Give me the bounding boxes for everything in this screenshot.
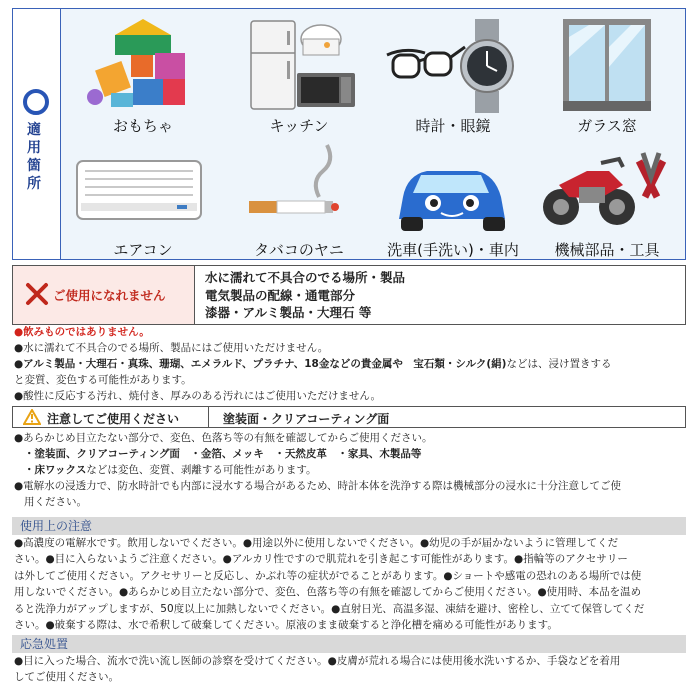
usage-item-car bbox=[375, 135, 531, 261]
usage-item-motorcycle-tools bbox=[529, 135, 685, 261]
caution-title: 注意してご使用ください bbox=[47, 412, 180, 426]
caution-surfaces: ・塗装面、クリアコーティング面 ・金箔、メッキ ・天然皮革 ・家具、木製品等 bbox=[24, 448, 422, 460]
usage-notes-heading: 使用上の注意 bbox=[12, 517, 686, 535]
usage-notes-line: ●高濃度の電解水です。飲用しないでください。●用途以外に使用しないでください。●幼児の手が届かないように管理してくだ bbox=[14, 537, 619, 549]
usage-item-watch-glasses bbox=[375, 11, 531, 137]
usage-label: タバコのヤニ bbox=[254, 241, 344, 259]
first-aid-heading: 応急処置 bbox=[12, 635, 686, 653]
x-mark-icon bbox=[25, 282, 49, 306]
air-conditioner-icon bbox=[75, 141, 211, 239]
caution-floor-wax bbox=[24, 463, 317, 478]
usage-notes-line: 用しないでください。●あらかじめ目立たない部分で、変色、色落ち等の有無を確認してからご使用ください。●使用時、本品を温め bbox=[14, 586, 642, 599]
caution-check: ●あらかじめ目立たない部分で、変色、色落ち等の有無を確認してからご使用ください。 bbox=[14, 432, 433, 444]
not-usable-title: ご使用になれません bbox=[53, 288, 166, 303]
not-usable-header bbox=[13, 266, 195, 324]
usage-label: おもちゃ bbox=[112, 117, 173, 135]
usage-item-window bbox=[529, 11, 685, 137]
usage-label: ガラス窓 bbox=[577, 117, 637, 135]
usage-notes-body bbox=[14, 535, 684, 633]
car-icon bbox=[385, 141, 521, 239]
not-usable-panel bbox=[12, 265, 686, 325]
warning-triangle-icon bbox=[23, 409, 41, 425]
caution-header bbox=[13, 407, 209, 427]
note-water-damage: ●水に濡れて不具合のでる場所、製品にはご使用いただけません。 bbox=[14, 342, 329, 354]
note-metals-rest: などは、浸け置きする bbox=[506, 358, 612, 370]
usage-notes-line: さい。●破棄する際は、水で希釈して破棄してください。原液のまま破棄すると浄化槽を痛める可能性があります。 bbox=[14, 619, 558, 632]
first-aid-line: ●目に入った場合、流水で洗い流し医師の診察を受けてください。●皮膚が荒れる場合には使用後水洗いするか、手袋などを着用 bbox=[14, 655, 621, 667]
note-not-drinkable: ●飲みものではありません。 bbox=[14, 326, 150, 338]
usage-label: 時計・眼鏡 bbox=[415, 117, 491, 135]
not-usable-item: 電気製品の配線・通電部分 bbox=[205, 287, 356, 303]
kitchen-icon bbox=[231, 17, 367, 115]
caution-watch-cont: 用ください。 bbox=[24, 496, 87, 508]
ok-circle-icon bbox=[23, 89, 49, 115]
applicable-areas-panel bbox=[12, 8, 686, 260]
caution-watch: ●電解水の浸透力で、防水時計でも内部に浸水する場合があるため、時計本体を洗浄する際は機械部分の浸水に十分注意してご使 bbox=[14, 480, 622, 492]
note-metals bbox=[14, 357, 611, 372]
not-usable-item: 水に濡れて不具合のでる場所・製品 bbox=[205, 270, 406, 285]
usage-notes-line: ると洗浄力がアップしますが、50度以上に加熱しないでください。●直射日光、高温多湿、凍結を避け、密栓し、立てて保管してくだ bbox=[14, 602, 645, 615]
usage-item-kitchen bbox=[221, 11, 377, 137]
note-metals-bold: ●アルミ製品・大理石・真珠、珊瑚、エメラルド、プラチナ、18金などの貴金属や 宝石類・シルク(絹) bbox=[14, 358, 507, 370]
usage-label: 洗車(手洗い)・車内 bbox=[387, 241, 519, 259]
usage-label: キッチン bbox=[269, 117, 329, 135]
cigarette-icon bbox=[231, 141, 367, 239]
caution-floor-wax-bold: ・床ワックス bbox=[24, 464, 87, 476]
usage-item-cigarette bbox=[221, 135, 377, 261]
motorcycle-tools-icon bbox=[539, 141, 675, 239]
toy-blocks-icon bbox=[75, 17, 211, 115]
first-aid-body bbox=[14, 653, 684, 686]
note-acidic: ●酸性に反応する汚れ、焼付き、厚みのある汚れにはご使用いただけません。 bbox=[14, 390, 382, 402]
applicable-side-header bbox=[13, 9, 61, 259]
not-usable-item: 漆器・アルミ製品・大理石 等 bbox=[205, 305, 372, 320]
watch-glasses-icon bbox=[385, 17, 521, 115]
window-icon bbox=[539, 17, 675, 115]
not-usable-list bbox=[205, 269, 405, 322]
usage-label: 機械部品・工具 bbox=[554, 241, 660, 259]
caution-target: 塗装面・クリアコーティング面 bbox=[223, 412, 390, 426]
caution-panel bbox=[12, 406, 686, 428]
applicable-title: 適用箇所 bbox=[27, 122, 41, 192]
usage-notes-line: は外してご使用ください。アクセサリーと反応し、かぶれ等の症状がでることがあります。●ショートや感電の恐れのある場所では使 bbox=[14, 569, 642, 582]
usage-item-aircon bbox=[65, 135, 221, 261]
usage-item-toys bbox=[65, 11, 221, 137]
note-metals-cont: と変質、変色する可能性があります。 bbox=[14, 374, 192, 386]
caution-floor-wax-rest: などは変色、変質、剥離する可能性があります。 bbox=[86, 464, 317, 476]
usage-notes-line: さい。●目に入らないようご注意ください。●アルカリ性ですので肌荒れを引き起こす可能性があります。●指輪等のアクセサリー bbox=[14, 553, 628, 566]
usage-label: エアコン bbox=[113, 241, 173, 259]
first-aid-line: してご使用ください。 bbox=[14, 671, 119, 684]
